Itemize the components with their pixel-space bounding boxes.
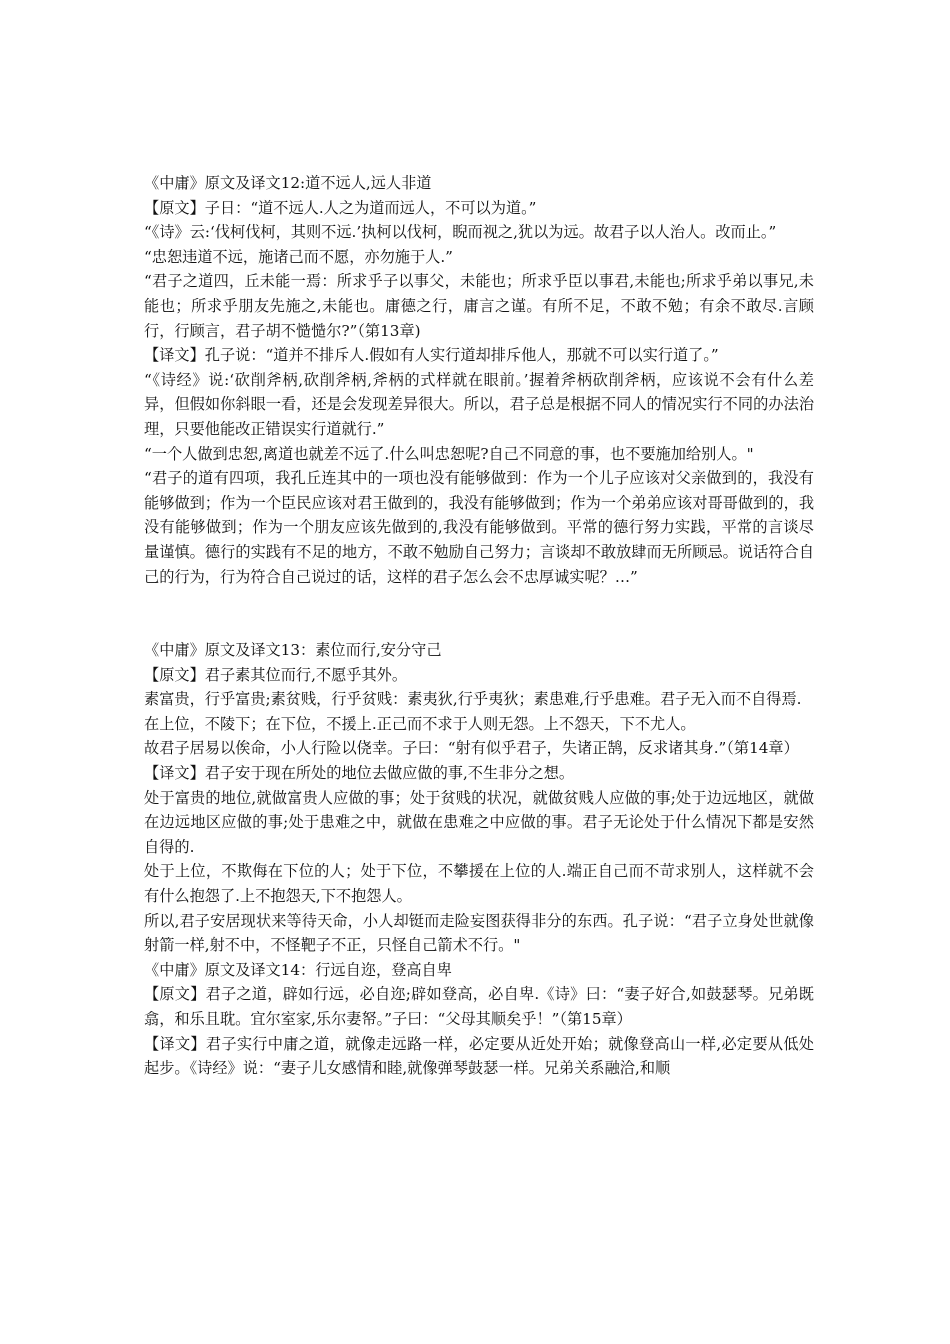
section-12-paragraph: “一个人做到忠恕,离道也就差不远了.什么叫忠恕呢?自己不同意的事，也不要施加给别人。" (144, 444, 754, 463)
section-13-paragraph: 在上位，不陵下；在下位，不援上.正己而不求于人则无怨。上不怨天，下不尤人。 (144, 714, 696, 733)
section-12-paragraph: “忠恕违道不远，施诸己而不愿，亦勿施于人.” (144, 247, 453, 266)
section-12-paragraph: “《诗》云:‘伐柯伐柯，其则不远.’执柯以伐柯，睨而视之,犹以为远。故君子以人治人。改而止。” (144, 223, 777, 242)
section-13-paragraph: 故君子居易以俟命，小人行险以侥幸。子曰：“射有似乎君子，失诸正鹄，反求诸其身.”（第14章） (144, 739, 799, 758)
section-13-paragraph: 所以,君子安居现状来等待天命，小人却铤而走险妄图获得非分的东西。孔子说：“君子立身处世就像射箭一样,射不中，不怪靶子不正，只怪自己箭术不行。" (144, 911, 814, 955)
section-13-paragraph: 素富贵，行乎富贵;素贫贱，行乎贫贱：素夷狄,行乎夷狄；素患难,行乎患难。君子无入而不自得焉. (144, 690, 802, 709)
section-13-title: 《中庸》原文及译文13：素位而行,安分守己 (144, 641, 442, 660)
section-13-original-text: 【原文】君子素其位而行,不愿乎其外。 (144, 665, 408, 684)
section-12-paragraph: “《诗经》说:‘砍削斧柄,砍削斧柄,斧柄的式样就在眼前。’握着斧柄砍削斧柄，应该说不会有什么差异，但假如你斜眼一看，还是会发现差异很大。所以，君子总是根据不同人的情况实行不同的办法治理，只要他能改正错误实行道就行.” (144, 370, 814, 438)
section-12-title: 《中庸》原文及译文12:道不远人,远人非道 (144, 174, 432, 192)
section-13-paragraph: 处于富贵的地位,就做富贵人应做的事；处于贫贱的状况，就做贫贱人应做的事;处于边远地区，就做在边远地区应做的事;处于患难之中，就做在患难之中应做的事。君子无论处于什么情况下都是安然自得的. (144, 788, 814, 856)
section-12-original-text: 【原文】子日：“道不远人.人之为道而远人，不可以为道。” (144, 198, 537, 217)
section-spacer (144, 589, 814, 638)
section-13-paragraph: 处于上位，不欺侮在下位的人；处于下位，不攀援在上位的人.端正自己而不苛求别人，这样就不会有什么抱怨了.上不抱怨天,下不抱怨人。 (144, 862, 814, 906)
section-14-original-text: 【原文】君子之道，辟如行远，必自迩;辟如登高，必自卑.《诗》曰：“妻子好合,如鼓瑟琴。兄弟既翕，和乐且耽。宜尔室家,乐尔妻帑。”子曰：“父母其顺矣乎！”（第15章） (144, 985, 814, 1028)
section-12-translation: 【译文】孔子说：“道并不排斥人.假如有人实行道却排斥他人，那就不可以实行道了。” (144, 346, 719, 365)
document-page (144, 171, 814, 1081)
section-12-paragraph: “君子的道有四项，我孔丘连其中的一项也没有能够做到：作为一个儿子应该对父亲做到的，我没有能够做到；作为一个臣民应该对君王做到的，我没有能够做到；作为一个弟弟应该对哥哥做到的，我没有能够做到；作为一个朋友应该先做到的,我没有能够做到。平常的德行努力实践，平常的言谈尽量谨慎。德行的实践有不足的地方，不敢不勉励自己努力；言谈却不敢放肆而无所顾忌。说话符合自己的行为，行为符合自己说过的话，这样的君子怎么会不忠厚诚实呢？…” (144, 469, 814, 586)
section-14-translation: 【译文】君子实行中庸之道，就像走远路一样，必定要从近处开始；就像登高山一样,必定要从低处起步。《诗经》说：“妻子儿女感情和睦,就像弹琴鼓瑟一样。兄弟关系融洽,和顺 (144, 1034, 814, 1078)
section-12-paragraph: “君子之道四，丘未能一焉：所求乎子以事父，未能也；所求乎臣以事君,未能也;所求乎弟以事兄,未能也；所求乎朋友先施之,未能也。庸德之行，庸言之谨。有所不足，不敢不勉；有余不敢尽.言顾行，行顾言，君子胡不慥慥尔?”（第13章) (144, 272, 814, 340)
section-14-title: 《中庸》原文及译文14：行远自迩，登高自卑 (144, 960, 452, 979)
section-13-translation: 【译文】君子安于现在所处的地位去做应做的事,不生非分之想。 (144, 764, 575, 783)
